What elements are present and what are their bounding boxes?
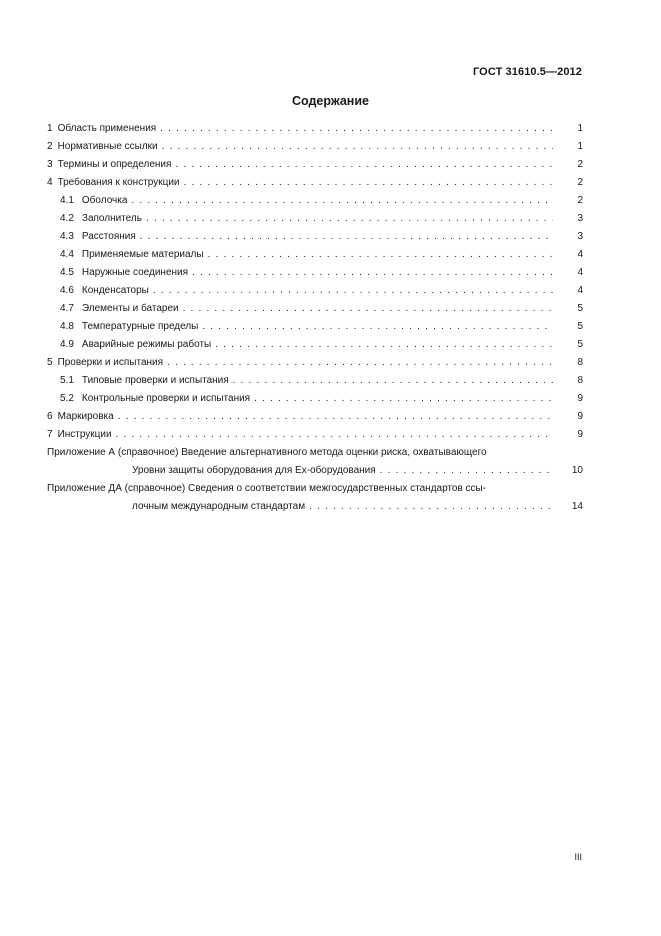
appendix-title-line2: Уровни защиты оборудования для Ex-оборудования . . . [132, 465, 553, 476]
toc-entry[interactable] [47, 408, 583, 426]
toc-entry-text [60, 285, 553, 296]
toc-entry-text [47, 141, 553, 152]
toc-entry-page: 3 [577, 213, 583, 224]
toc-entry-label: Расстояния [81, 231, 136, 242]
toc-entry-number: 5 [47, 357, 53, 368]
toc-entry-label: Оболочка [81, 195, 128, 206]
toc-entry-label: Требования к конструкции [57, 177, 180, 188]
toc-entry-label: Заполнитель [81, 213, 142, 224]
toc-entry-label: Область применения [57, 123, 157, 134]
toc-entry-text [60, 267, 553, 278]
toc-entry-number: 1 [47, 123, 53, 134]
toc-entry-number: 5.1 [60, 375, 74, 386]
toc-entry-number: 7 [47, 429, 53, 440]
toc-entry[interactable] [47, 318, 583, 336]
toc-entry-page: 9 [577, 393, 583, 404]
toc-entry[interactable] [47, 174, 583, 192]
toc-entry-text [60, 231, 553, 242]
toc-appendix-entry[interactable] [47, 444, 583, 480]
toc-entry-text [47, 177, 553, 188]
toc-entry-number: 4.7 [60, 303, 74, 314]
toc-entry[interactable] [47, 156, 583, 174]
toc-entry-label: Конденсаторы [81, 285, 149, 296]
toc-entry-page: 5 [577, 321, 583, 332]
toc-entry-number: 4.4 [60, 249, 74, 260]
toc-entry-page: 3 [577, 231, 583, 242]
toc-entry[interactable] [47, 264, 583, 282]
toc-entry[interactable] [47, 372, 583, 390]
toc-entry-number: 2 [47, 141, 53, 152]
appendix-page: 10 [571, 465, 583, 476]
toc-entry[interactable] [47, 336, 583, 354]
toc-entry[interactable] [47, 282, 583, 300]
toc-entry-text [47, 123, 553, 134]
toc-entry-text [60, 375, 553, 386]
toc-entry-label: Типовые проверки и испытания [81, 375, 229, 386]
toc-entry[interactable] [47, 246, 583, 264]
toc-entry-page: 9 [577, 411, 583, 422]
toc-entry-number: 4.2 [60, 213, 74, 224]
toc-entry-label: Контрольные проверки и испытания [81, 393, 251, 404]
toc-entry-page: 2 [577, 195, 583, 206]
toc-entry-text [47, 411, 553, 422]
appendix-page: 14 [571, 501, 583, 512]
toc-entry-number: 3 [47, 159, 53, 170]
document-standard-number: ГОСТ 31610.5—2012 [472, 66, 582, 78]
toc-entry-text [60, 393, 553, 404]
toc-entry[interactable] [47, 192, 583, 210]
toc-entry-text [47, 429, 553, 440]
toc-entry-page: 4 [577, 267, 583, 278]
toc-entry-text [60, 303, 553, 314]
toc-entry[interactable] [47, 354, 583, 372]
toc-entry-label: Аварийные режимы работы [81, 339, 212, 350]
toc-entry-label: Температурные пределы [81, 321, 199, 332]
toc-entry-page: 2 [577, 177, 583, 188]
toc-entry[interactable] [47, 390, 583, 408]
toc-entry-label: Нормативные ссылки [57, 141, 158, 152]
toc-entry-label: Инструкции [57, 429, 112, 440]
toc-entry[interactable] [47, 120, 583, 138]
toc-entry[interactable] [47, 228, 583, 246]
toc-entry-text [47, 159, 553, 170]
toc-entry-label: Наружные соединения [81, 267, 189, 278]
toc-entry-label: Маркировка [57, 411, 114, 422]
appendix-title-line1: Приложение А (справочное) Введение альтернативного метода оценки риска, охватывающего [47, 447, 487, 458]
toc-entry-page: 1 [577, 123, 583, 134]
toc-entry-label: Элементы и батареи [81, 303, 179, 314]
toc-entry-number: 4.8 [60, 321, 74, 332]
toc-entry-number: 6 [47, 411, 53, 422]
table-of-contents [47, 120, 583, 516]
page-number: III [574, 852, 582, 862]
toc-entry[interactable] [47, 426, 583, 444]
toc-appendix-entry[interactable] [47, 480, 583, 516]
toc-entry-label: Проверки и испытания [57, 357, 164, 368]
toc-entry-label: Термины и определения [57, 159, 172, 170]
toc-entry-number: 4.9 [60, 339, 74, 350]
toc-entry-text [60, 339, 553, 350]
toc-entry-page: 2 [577, 159, 583, 170]
toc-entry-number: 4.1 [60, 195, 74, 206]
toc-entry-number: 4.5 [60, 267, 74, 278]
toc-entry-number: 4.3 [60, 231, 74, 242]
toc-entry-page: 5 [577, 339, 583, 350]
toc-entry-text [47, 357, 553, 368]
toc-entry-text [60, 249, 553, 260]
toc-entry[interactable] [47, 210, 583, 228]
toc-entry-page: 4 [577, 249, 583, 260]
toc-entry-page: 5 [577, 303, 583, 314]
appendix-title-line2: лочным международным стандартам . . . [132, 501, 553, 512]
toc-entry[interactable] [47, 138, 583, 156]
toc-entry-page: 8 [577, 375, 583, 386]
page-title: Содержание [291, 94, 369, 108]
toc-entry-page: 1 [577, 141, 583, 152]
toc-entry-number: 4.6 [60, 285, 74, 296]
toc-entry-number: 4 [47, 177, 53, 188]
toc-entry-page: 8 [577, 357, 583, 368]
toc-entry-page: 4 [577, 285, 583, 296]
toc-entry-text [60, 213, 553, 224]
toc-entry-number: 5.2 [60, 393, 74, 404]
toc-entry-text [60, 321, 553, 332]
toc-entry-label: Применяемые материалы [81, 249, 204, 260]
toc-entry-text [60, 195, 553, 206]
toc-entry[interactable] [47, 300, 583, 318]
toc-entry-page: 9 [577, 429, 583, 440]
appendix-title-line1: Приложение ДА (справочное) Сведения о соответствии межгосударственных стандартов ссы- [47, 483, 487, 494]
